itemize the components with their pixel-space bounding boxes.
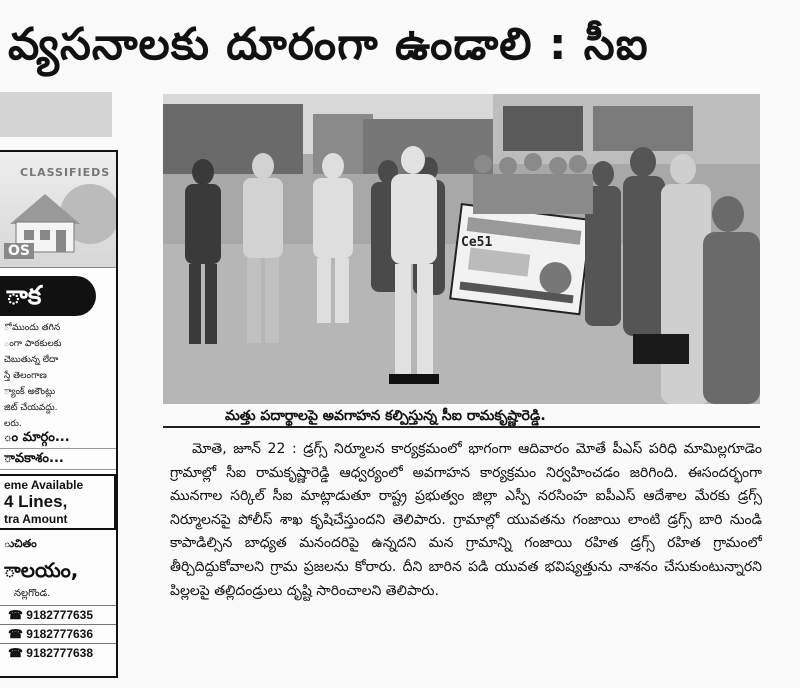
phone-text: 9182777636 [26, 627, 94, 641]
phone-icon: ☎ [8, 627, 27, 641]
photo-caption: మత్తు పదార్థాలపై అవగాహన కల్పిస్తున్న సీఐ రామకృష్ణారెడ్డి. [163, 404, 760, 428]
ad-phone-number [0, 643, 116, 662]
headline: వ్యసనాలకు దూరంగా ఉండాలి : సీఐ [8, 19, 649, 70]
article-paragraph: మోతె, జూన్ 22 : డ్రగ్స్ నిర్మూలన కార్యక్రమంలో భాగంగా ఆదివారం మోతే పీఎస్ పరిధి మామిల్లగూడెం గ్రామాల్లో సీఐ రామకృష్ణారెడ్డి ఆధ్వర్యంలో అవగాహన కార్యక్రమం నిర్వహించడం జరిగింది. ఈసందర్భంగా మునగాల సర్కిల్ సీఐ మాట్లాడుతూ రాష్ట్ర ప్రభుత్వం జిల్లా ఎస్పీ నరసింహ ఐపీఎస్ ఆదేశాల మేరకు డ్రగ్స్ నిర్మూలనపై పోలీస్ శాఖ కృషిచేస్తుందని తెలిపారు. గ్రామాల్లో యువతను గంజాయి లాంటి డ్రగ్స్ బారి నుండి కాపాడిల్సిన బాధ్యత మనందరిపై ఉన్నదని మన గ్రామాన్ని గంజాయి రహిత డ్రగ్స్ రహిత గ్రామంలో తీర్చిదిద్దుకోవాలని గ్రామ ప్రజలను కోరారు. దీని బారిన పడి యువత భవిష్యత్తును నాశనం చేసుకుంటున్నారని పిల్లలపై తల్లిదండ్రులు దృష్టి సారించాలని తెలిపారు. [170, 441, 762, 599]
news-photo [163, 94, 760, 404]
banner-number: Ce51 [461, 235, 493, 250]
ad-house-image [0, 152, 116, 268]
grey-block [0, 92, 112, 137]
ad-subhead: ావకాశం... [0, 449, 116, 470]
phone-icon: ☎ [8, 646, 27, 660]
ad-line: లరు. [4, 419, 22, 428]
phone-text: 9182777638 [26, 646, 94, 660]
ad-phone-number [0, 605, 116, 624]
ad-line: ్యాంక్ అకౌంట్లు [4, 387, 56, 397]
ad-box-line: 4 Lines, [4, 492, 68, 511]
ad-firm-city: నల్లగొండ. [14, 588, 51, 599]
ad-classifieds-text: CLASSIFIEDS [20, 166, 111, 179]
phone-text: 9182777635 [26, 608, 94, 622]
ad-banner: ాక [0, 276, 96, 316]
ad-line: ంగా పాఠకులకు [4, 339, 62, 349]
ad-line: జిట్ చేయవద్దు. [4, 403, 58, 413]
ad-phone-number [0, 624, 116, 643]
ad-subhead: ం మార్గం... [0, 428, 116, 449]
ad-corner-text: OS [4, 243, 34, 259]
awareness-rally-photo [163, 94, 760, 404]
phone-icon: ☎ [8, 608, 27, 622]
article-body [170, 438, 762, 673]
ad-line: ో ముందు తగిన [4, 323, 61, 333]
ad-box-line: eme Available [4, 478, 84, 492]
ad-box-footer: ుచితం [4, 537, 37, 550]
ad-notice-text [0, 316, 116, 428]
ad-box-line: tra Amount [4, 512, 68, 526]
ad-line: స్తే తెలంగాణ [4, 371, 47, 381]
ad-firm-name: ాలయం, [4, 558, 79, 582]
ad-line: చెబుతున్న లేదా [4, 355, 59, 365]
ad-scheme-box [0, 474, 116, 530]
classified-ad-panel [0, 150, 118, 678]
